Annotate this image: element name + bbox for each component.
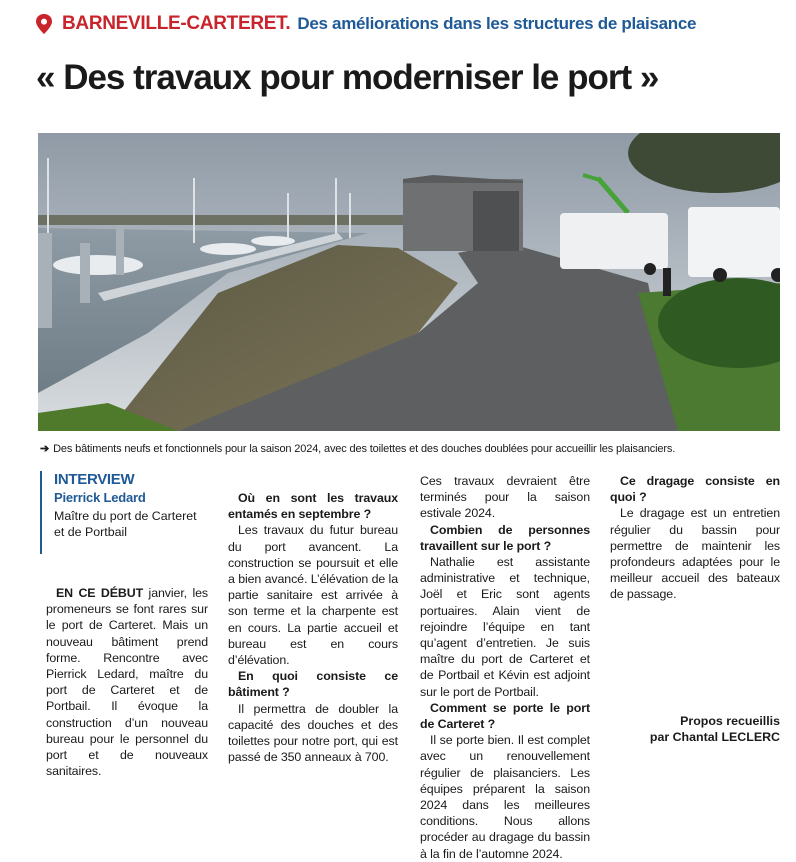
location-pin-icon: [34, 13, 54, 35]
question-4: Comment se porte le port de Carteret ?: [420, 700, 590, 732]
answer-1: Les travaux du futur bureau du port avancent. La construction se poursuit et elle a bien avancé. L’élévation de la partie sanitaire est arrivée à son terme et la charpente est en cours. La partie accueil et bureau est en cours d’élévation.: [228, 523, 398, 668]
column-2: [228, 490, 398, 765]
photo-caption: [40, 442, 780, 455]
article-photo: [38, 133, 780, 431]
question-3: Combien de personnes travaillent sur le port ?: [420, 522, 590, 553]
column-4: [610, 473, 780, 603]
article-headline: « Des travaux pour moderniser le port »: [36, 58, 659, 97]
intro-paragraph: [46, 585, 208, 779]
column-1: [46, 585, 208, 779]
article-credit: [600, 713, 780, 745]
credit-line-2: par Chantal LECLERC: [649, 730, 780, 744]
answer-5: Le dragage est un entretien régulier du bassin pour permettre de maintenir les profondeurs adaptées pour le meilleur accueil des bateaux de passage.: [610, 506, 780, 602]
answer-3: Nathalie est assistante administrative et technique, Joël et Eric sont agents portuaires. Alain vient de rejoindre l’équipe en tant qu’agent d’entretien. Je suis maître du port de Carteret et de Portbail et Kévin est adjoint sur le port de Portbail.: [420, 555, 590, 699]
question-2: En quoi consiste ce bâtiment ?: [228, 669, 398, 700]
interviewee-role: Maître du port de Carteret et de Portbail: [54, 509, 197, 539]
credit-line-1: Propos recueillis: [680, 714, 780, 728]
photo-caption-text: Des bâtiments neufs et fonctionnels pour la saison 2024, avec des toilettes et des douches doublées pour accueillir les plaisanciers.: [53, 443, 676, 455]
kicker-subtitle: Des améliorations dans les structures de plaisance: [297, 14, 697, 33]
intro-lead: EN CE DÉBUT: [56, 586, 144, 600]
interview-box: [40, 471, 210, 554]
answer-2-continued: Ces travaux devraient être terminés pour la saison estivale 2024.: [420, 474, 590, 521]
intro-text: janvier, les promeneurs se font rares sur le port de Carteret. Mais un nouveau bâtiment prend forme. Rencontre avec Pierrick Ledard, maître du port de Carteret et de Portbail. Il évoque la construction d’un nouveau bureau pour le personnel du port et de nouveaux sanitaires.: [46, 586, 209, 779]
interviewee-name: Pierrick Ledard: [54, 490, 146, 505]
answer-2: Il permettra de doubler la capacité des douches et des toilettes pour notre port, qui est passé de 350 anneaux à 700.: [228, 701, 398, 765]
question-1: Où en sont les travaux entamés en septembre ?: [228, 491, 398, 522]
kicker-place: BARNEVILLE-CARTERET.: [62, 13, 291, 34]
answer-4: Il se porte bien. Il est complet avec un renouvellement régulier de plaisanciers. Les équipes préparent la saison 2024 dans les meilleures conditions. Nous allons procéder au dragage du bassin à la fin de l’automne 2024.: [420, 733, 590, 861]
question-5: Ce dragage consiste en quoi ?: [610, 474, 780, 505]
column-3: [420, 473, 590, 862]
interview-title: INTERVIEW: [54, 471, 135, 488]
arrow-right-icon: ➔: [40, 443, 50, 455]
article-kicker: [34, 12, 696, 36]
